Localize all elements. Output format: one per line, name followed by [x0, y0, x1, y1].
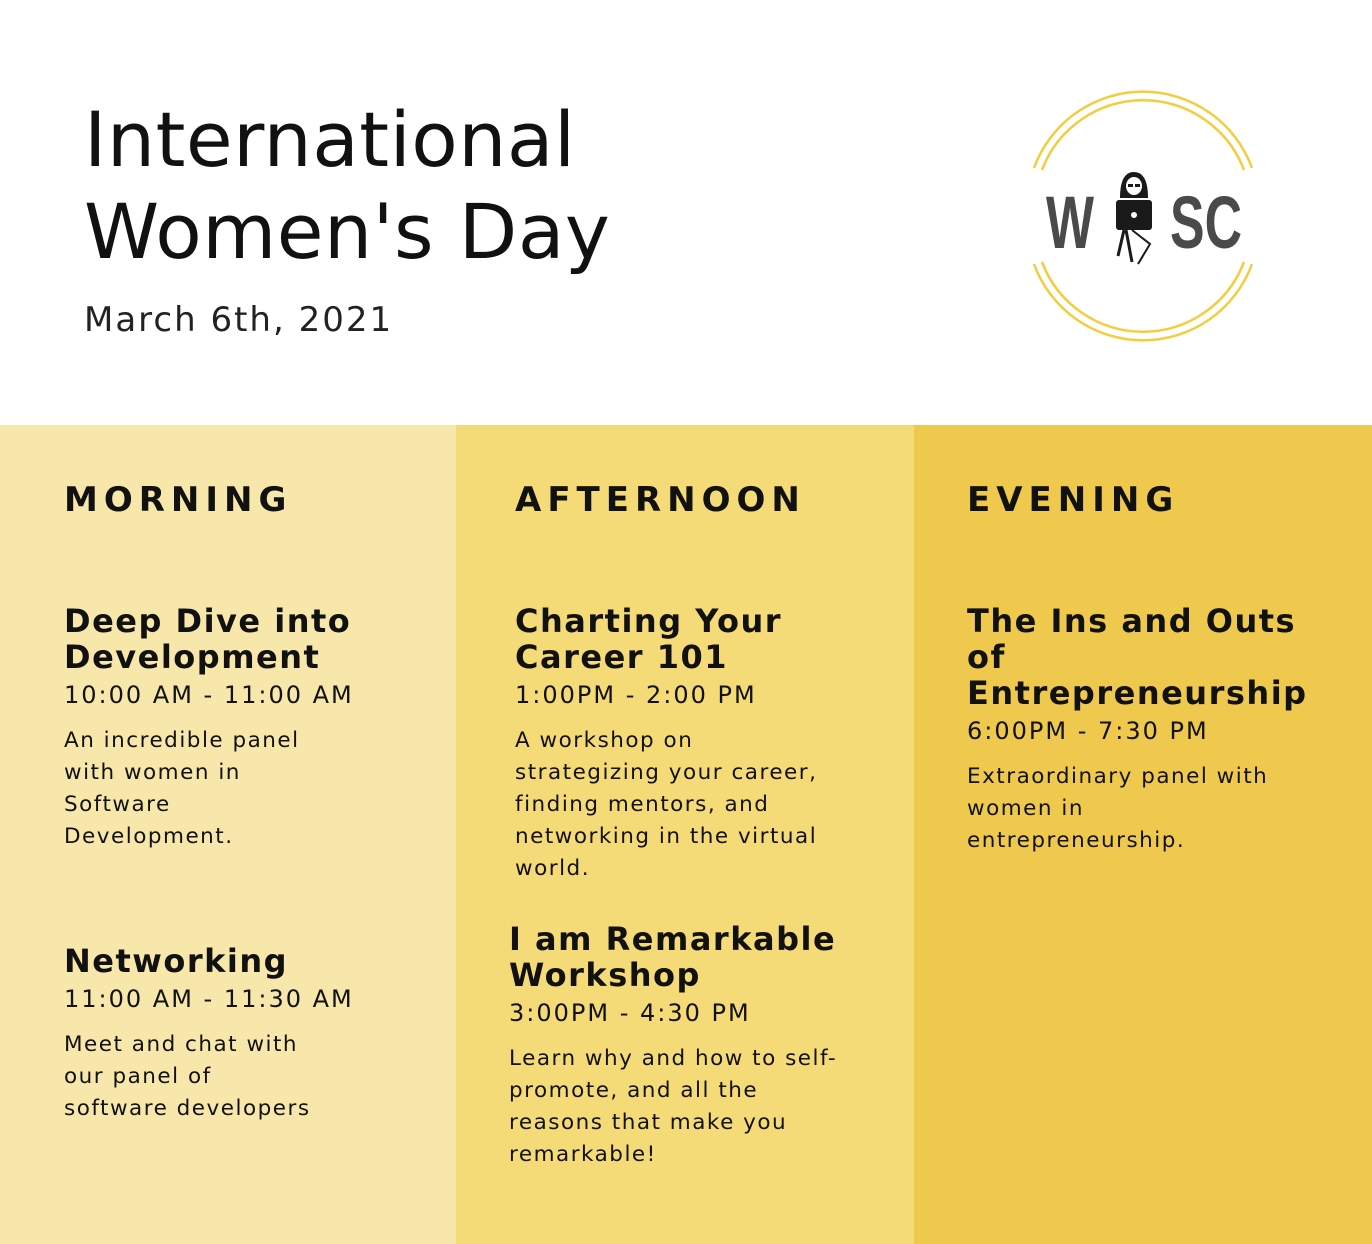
event-title-line: Career 101: [515, 638, 728, 676]
event-date: March 6th, 2021: [84, 300, 394, 340]
event-description-line: A workshop on: [515, 728, 694, 753]
event-description-line: Development.: [64, 824, 234, 849]
woman-with-laptop-icon: [1116, 172, 1152, 264]
event-description-line: Learn why and how to self-: [509, 1046, 838, 1071]
event-description-line: An incredible panel: [64, 728, 300, 753]
event-title: [515, 603, 905, 675]
event-title-line: of: [967, 638, 1006, 676]
event-title-line: The Ins and Outs: [967, 602, 1297, 640]
event-description: [967, 761, 1362, 857]
event-description-line: networking in the virtual: [515, 824, 818, 849]
event-description-line: remarkable!: [509, 1142, 657, 1167]
event-description-line: with women in: [64, 760, 241, 785]
event-title-line: I am Remarkable: [509, 920, 837, 958]
afternoon-column: [456, 425, 914, 1244]
event-charting-career: [515, 603, 905, 885]
event-description-line: entrepreneurship.: [967, 828, 1186, 853]
event-time: 10:00 AM - 11:00 AM: [64, 681, 354, 709]
evening-heading: EVENING: [967, 480, 1180, 520]
event-description: [515, 725, 905, 885]
event-title: [509, 921, 905, 993]
afternoon-heading: AFTERNOON: [515, 480, 806, 520]
event-description-line: world.: [515, 856, 591, 881]
event-description: [509, 1043, 905, 1171]
event-i-am-remarkable: [509, 921, 905, 1171]
header: [0, 0, 1372, 425]
event-description-line: Software: [64, 792, 171, 817]
event-title-line: Networking: [64, 942, 289, 980]
title-line-2: Women's Day: [84, 187, 611, 276]
event-description-line: software developers: [64, 1096, 311, 1121]
event-title-line: Charting Your: [515, 602, 783, 640]
event-title-line: Entrepreneurship: [967, 674, 1308, 712]
event-description-line: our panel of: [64, 1064, 212, 1089]
event-networking: [64, 943, 444, 1125]
morning-heading: MORNING: [64, 480, 293, 520]
event-description-line: promote, and all the: [509, 1078, 759, 1103]
event-description-line: reasons that make you: [509, 1110, 788, 1135]
event-time: 6:00PM - 7:30 PM: [967, 717, 1209, 745]
event-title-line: Workshop: [509, 956, 701, 994]
morning-column: [0, 425, 456, 1244]
event-deep-dive: [64, 603, 444, 853]
event-title-line: Development: [64, 638, 321, 676]
event-description-line: Meet and chat with: [64, 1032, 299, 1057]
event-title: [64, 603, 444, 675]
event-title: [967, 603, 1362, 711]
event-title: [64, 943, 444, 979]
event-time: 1:00PM - 2:00 PM: [515, 681, 757, 709]
event-description-line: strategizing your career,: [515, 760, 818, 785]
logo-letter-w: W: [1046, 181, 1095, 264]
event-description: [64, 725, 444, 853]
event-time: 11:00 AM - 11:30 AM: [64, 985, 354, 1013]
page-title: [84, 94, 610, 278]
event-title-line: Deep Dive into: [64, 602, 352, 640]
event-entrepreneurship: [967, 603, 1362, 857]
event-description: [64, 1029, 444, 1125]
event-time: 3:00PM - 4:30 PM: [509, 999, 751, 1027]
wisc-logo: [1020, 86, 1266, 350]
event-description-line: Extraordinary panel with: [967, 764, 1269, 789]
logo-letters-sc: SC: [1170, 181, 1242, 264]
title-line-1: International: [84, 95, 576, 184]
evening-column: [914, 425, 1372, 1244]
event-description-line: women in: [967, 796, 1084, 821]
event-description-line: finding mentors, and: [515, 792, 770, 817]
